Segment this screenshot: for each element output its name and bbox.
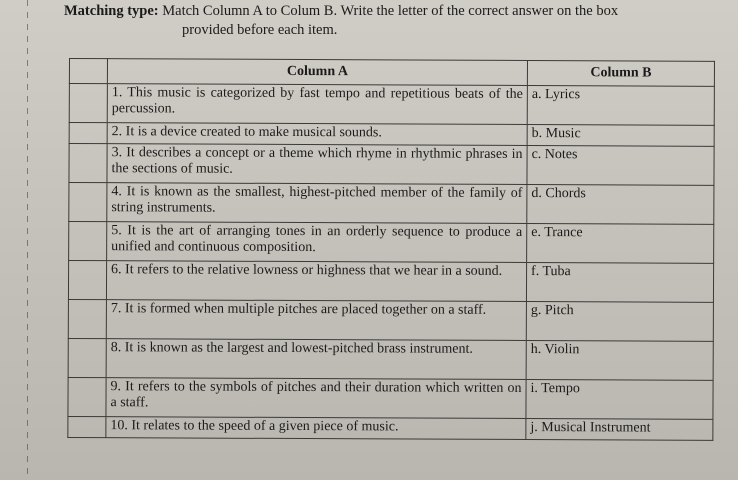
answer-box[interactable] — [68, 261, 106, 300]
answer-box[interactable] — [68, 299, 106, 338]
matching-table — [67, 58, 715, 441]
table-row — [69, 84, 714, 126]
column-b-item: i. Tempo — [526, 379, 713, 419]
column-b-header: Column B — [527, 61, 714, 87]
answer-box-header — [69, 59, 107, 84]
instructions-text-1: Match Column A to Colum B. Write the letter of the correct answer on the box — [162, 3, 619, 19]
column-b-item: h. Violin — [526, 340, 713, 380]
table-row — [69, 183, 714, 225]
table-row — [68, 261, 713, 303]
column-a-item: 3. It describes a concept or a theme which rhyme in rhythmic phrases in the sections of music. — [107, 144, 527, 185]
column-a-item: 4. It is known as the smallest, highest-pitched member of the family of string instruments. — [107, 183, 527, 224]
column-b-item: e. Trance — [527, 223, 714, 263]
instructions-label: Matching type: — [64, 3, 159, 19]
column-a-item: 9. It refers to the symbols of pitches and their duration which written on a staff. — [106, 378, 526, 419]
column-a-item: 5. It is the art of arranging tones in an orderly sequence to produce a unified and continuous composition. — [107, 222, 527, 263]
column-a-item: 1. This music is categorized by fast tempo and repetitious beats of the percussion. — [107, 84, 527, 125]
column-a-item: 7. It is formed when multiple pitches are placed together on a staff. — [106, 300, 526, 341]
answer-box[interactable] — [69, 123, 107, 144]
table-row — [69, 144, 714, 186]
answer-box[interactable] — [69, 183, 107, 222]
table-row — [68, 416, 713, 440]
column-b-item: c. Notes — [527, 145, 714, 185]
answer-box[interactable] — [68, 377, 106, 416]
answer-box[interactable] — [69, 144, 107, 183]
answer-box[interactable] — [69, 84, 107, 123]
answer-box[interactable] — [68, 416, 106, 437]
margin-line — [27, 0, 28, 480]
column-b-item: g. Pitch — [526, 301, 713, 341]
answer-box[interactable] — [68, 338, 106, 377]
column-a-item: 8. It is known as the largest and lowest-pitched brass instrument. — [106, 339, 526, 380]
column-b-item: b. Music — [527, 124, 714, 146]
table-header-row — [69, 59, 714, 87]
column-b-item: f. Tuba — [526, 262, 713, 302]
table-row — [68, 338, 713, 380]
column-b-item: a. Lyrics — [527, 86, 714, 126]
table-row — [69, 123, 714, 147]
instructions-line-1 — [64, 2, 724, 21]
column-a-item: 6. It refers to the relative lowness or highness that we hear in a sound. — [106, 261, 526, 302]
table-row — [69, 222, 714, 264]
column-a-header: Column A — [107, 59, 527, 86]
column-b-item: j. Musical Instrument — [526, 418, 713, 440]
instructions — [64, 2, 724, 40]
table-row — [68, 299, 713, 341]
column-a-item: 2. It is a device created to make musical sounds. — [107, 123, 527, 146]
column-a-item: 10. It relates to the speed of a given piece of music. — [106, 417, 526, 440]
column-b-item: d. Chords — [527, 184, 714, 224]
answer-box[interactable] — [69, 222, 107, 261]
table-row — [68, 377, 713, 419]
instructions-line-2: provided before each item. — [182, 22, 338, 38]
